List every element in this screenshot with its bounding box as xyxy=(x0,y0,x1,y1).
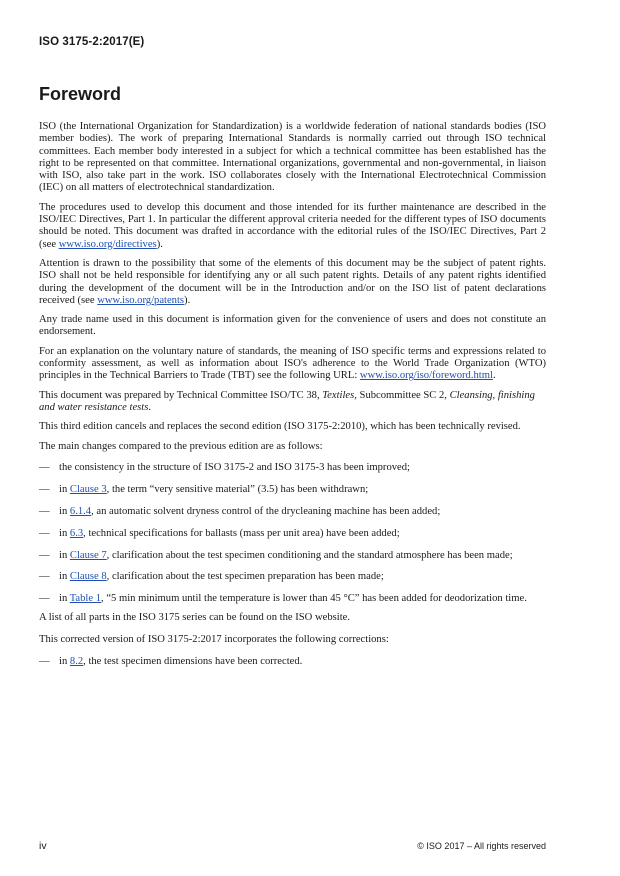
directives-link[interactable]: www.iso.org/directives xyxy=(58,238,157,250)
section-title: Foreword xyxy=(39,84,122,104)
list-item: — in Clause 7, clarification about the test specimen conditioning and the standard atmosphere has been made; xyxy=(39,549,513,561)
clause-7-link[interactable]: Clause 7 xyxy=(69,549,107,561)
list-item: — in Clause 3, the term “very sensitive material” (3.5) has been withdrawn; xyxy=(39,484,369,496)
paragraph-committee: This document was prepared by Technical Committee ISO/TC 38, Textiles, Subcommittee SC 2, Cleansing, finishing and water resistance tests. xyxy=(39,389,535,413)
foreword-url-link[interactable]: www.iso.org/iso/foreword.html xyxy=(359,370,493,382)
foreword-body xyxy=(39,121,546,678)
paragraph-main-changes: The main changes compared to the previous edition are as follows: xyxy=(39,440,323,452)
paragraph-procedures: The procedures used to develop this document and those intended for its further maintenance are described in the ISO/IEC Directives, Part 1. In particular the different approval criteria needed for the different types of ISO documents should be noted. This document was drafted in accordance with the editorial rules of the ISO/IEC Directives, Part 2 (see www.iso.org/directives). xyxy=(39,201,546,250)
list-item: — in 6.3, technical specifications for ballasts (mass per unit area) have been added; xyxy=(39,527,400,539)
clause-8-link[interactable]: Clause 8 xyxy=(69,571,107,583)
paragraph-corrected-version: This corrected version of ISO 3175-2:2017 incorporates the following corrections: xyxy=(39,634,389,646)
changes-list xyxy=(39,462,546,605)
paragraph-patents: Attention is drawn to the possibility that some of the elements of this document may be the subject of patent rights. ISO shall not be held responsible for identifying any or all such patent rights. Details of any patent rights identified during the development of the document will be in the Introduction and/or on the ISO list of patent declarations received (see www.iso.org/patents). xyxy=(39,257,546,306)
section-6-1-4-link[interactable]: 6.1.4 xyxy=(69,505,92,517)
copyright-notice: © ISO 2017 – All rights reserved xyxy=(417,841,546,851)
document-id-header: ISO 3175-2:2017(E) xyxy=(39,36,145,48)
list-item: — in Table 1, “5 min minimum until the temperature is lower than 45 °C” has been added for deodorization time. xyxy=(39,593,527,605)
patents-link[interactable]: www.iso.org/patents xyxy=(97,294,185,306)
paragraph-trade-name: Any trade name used in this document is information given for the convenience of users and does not constitute an endorsement. xyxy=(39,314,546,338)
paragraph-voluntary-nature: For an explanation on the voluntary nature of standards, the meaning of ISO specific terms and expressions related to conformity assessment, as well as information about ISO's adherence to the World Trade Organization (WTO) principles in the Technical Barriers to Trade (TBT) see the following URL: www.iso.org/iso/foreword.html. xyxy=(39,345,546,382)
paragraph-parts-list: A list of all parts in the ISO 3175 series can be found on the ISO website. xyxy=(39,612,350,624)
list-item: — in 8.2, the test specimen dimensions have been corrected. xyxy=(39,656,303,667)
paragraph-iso-intro: ISO (the International Organization for Standardization) is a worldwide federation of national standards bodies (ISO member bodies). The work of preparing International Standards is normally carried out through ISO technical committees. Each member body interested in a subject for which a technical committee has been established has the right to be represented on that committee. International organizations, governmental and non-governmental, in liaison with ISO, also take part in the work. ISO collaborates closely with the International Electrotechnical Commission (IEC) on all matters of electrotechnical standardization. xyxy=(39,121,546,194)
page-number: iv xyxy=(39,840,47,852)
list-item: — in 6.1.4, an automatic solvent dryness control of the drycleaning machine has been added; xyxy=(39,505,441,517)
section-6-3-link[interactable]: 6.3 xyxy=(69,527,84,539)
paragraph-edition: This third edition cancels and replaces the second edition (ISO 3175-2:2010), which has been technically revised. xyxy=(39,421,521,433)
list-item: — in Clause 8, clarification about the test specimen preparation has been made; xyxy=(39,571,384,583)
list-item: — the consistency in the structure of ISO 3175-2 and ISO 3175-3 has been improved; xyxy=(39,462,410,474)
clause-3-link[interactable]: Clause 3 xyxy=(69,484,107,496)
corrections-list xyxy=(39,656,546,668)
table-1-link[interactable]: Table 1 xyxy=(69,593,102,605)
section-8-2-link[interactable]: 8.2 xyxy=(69,656,84,667)
